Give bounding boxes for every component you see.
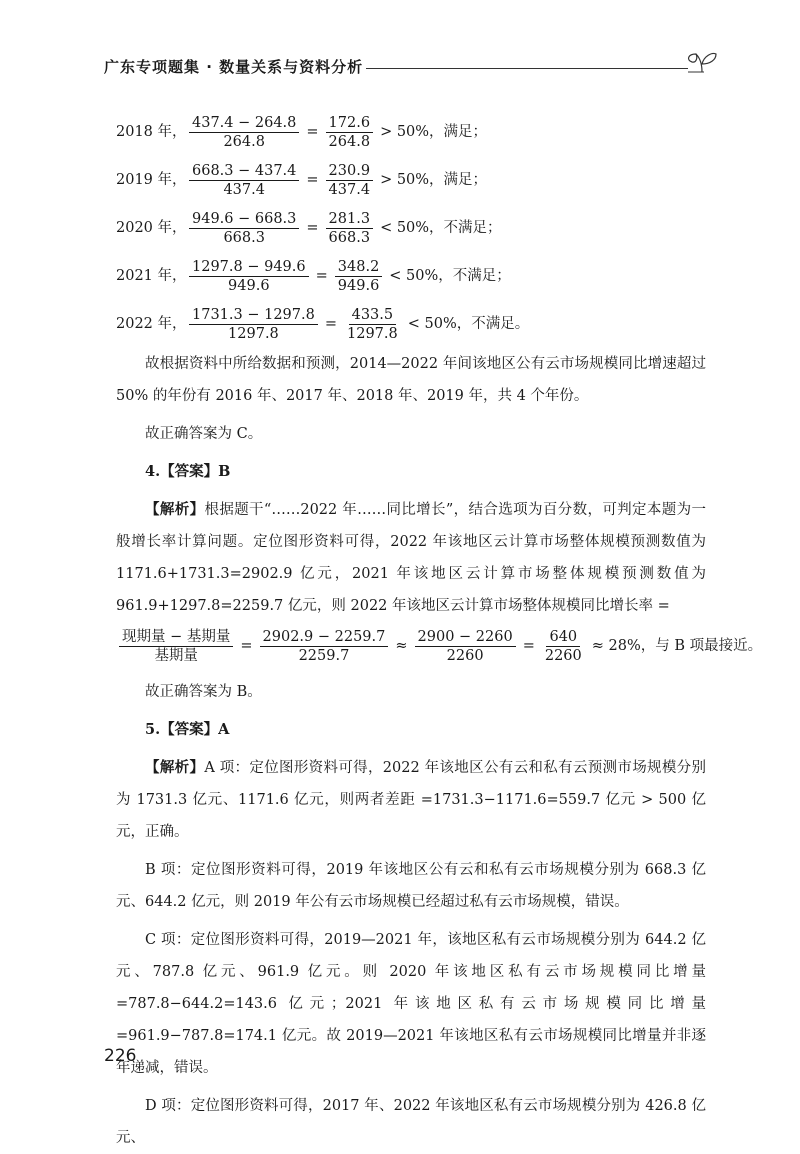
fraction: $\frac{433.5}{1297.8}$ xyxy=(347,306,398,342)
q4-growth-formula: $\frac{\text{现期量 − 基期量}}{\text{基期量}}$ = $\frac{2902.9 - 2259.7}{2259.7}$ ≈ $\frac{2900 - 2260}{2260}$ = $\frac{640}{2260}$ ≈ 28%，与 B 项最接近。 xyxy=(116,622,706,670)
fraction: $\frac{2902.9 - 2259.7}{2259.7}$ xyxy=(260,628,389,665)
header-title: 广东专项题集 · 数量关系与资料分析 xyxy=(104,58,364,76)
analysis-label: 【解析】 xyxy=(145,501,205,518)
q5-option-a: 【解析】A 项：定位图形资料可得，2022 年该地区公有云和私有云预测市场规模分别为 1731.3 亿元、1171.6 亿元，则两者差距 =1731.3−1171.6=559.7 亿元 > 500 亿元，正确。 xyxy=(116,759,707,840)
header-rule xyxy=(366,68,688,69)
q5-option-d: D 项：定位图形资料可得，2017 年、2022 年该地区私有云市场规模分别为 426.8 亿元、 xyxy=(116,1098,706,1146)
answer-line-c: 故正确答案为 C。 xyxy=(145,426,263,442)
conclusion-paragraph: 故根据资料中所给数据和预测，2014—2022 年间该地区公有云市场规模同比增速超过 50% 的年份有 2016 年、2017 年、2018 年、2019 年，共 4 个年份。 xyxy=(116,356,706,404)
equation-2022: 2022 年， $\frac{1731.3 - 1297.8}{1297.8}$ = $\frac{433.5}{1297.8}$ < 50%，不满足。 xyxy=(116,306,530,342)
q5-option-b: B 项：定位图形资料可得，2019 年该地区公有云和私有云市场规模分别为 668.3 亿元、644.2 亿元，则 2019 年公有云市场规模已经超过私有云市场规模，错误。 xyxy=(116,862,706,910)
analysis-label: 【解析】 xyxy=(145,759,205,776)
fraction: $\frac{348.2}{949.6}$ xyxy=(335,258,383,295)
running-header xyxy=(104,52,724,82)
fraction: $\frac{949.6 - 668.3}{668.3}$ xyxy=(189,210,299,247)
equation-2021: 2021 年， $\frac{1297.8 - 949.6}{949.6}$ = $\frac{348.2}{949.6}$ < 50%，不满足； xyxy=(116,258,511,294)
q4-heading: 4.【答案】B xyxy=(145,463,231,480)
equation-2020: 2020 年， $\frac{949.6 - 668.3}{668.3}$ = $\frac{281.3}{668.3}$ < 50%，不满足； xyxy=(116,210,502,246)
fraction: $\frac{2900 - 2260}{2260}$ xyxy=(415,628,516,665)
fraction: $\frac{1297.8 - 949.6}{949.6}$ xyxy=(189,258,309,295)
q5-heading: 5.【答案】A xyxy=(145,721,230,738)
page-content xyxy=(116,108,763,1154)
fraction: $\frac{230.9}{437.4}$ xyxy=(326,162,374,199)
fraction: $\frac{640}{2260}$ xyxy=(544,628,582,664)
fraction: $\frac{668.3 - 437.4}{437.4}$ xyxy=(189,162,299,199)
q4-analysis: 【解析】根据题干“……2022 年……同比增长”，结合选项为百分数，可判定本题为一般增长率计算问题。定位图形资料可得，2022 年该地区云计算市场整体规模预测数值为 1171.6+1731.3=2902.9 亿元，2021 年该地区云计算市场整体规模预测数值为 961.9+1297.8=2259.7 亿元，则 2022 年该地区云计算市场整体规模同比增长率 = xyxy=(116,501,707,614)
page-number: 226 xyxy=(104,1046,137,1066)
fraction: $\frac{172.6}{264.8}$ xyxy=(326,114,374,151)
equation-2018: 2018 年， $\frac{437.4 - 264.8}{264.8}$ = $\frac{172.6}{264.8}$ > 50%，满足； xyxy=(116,114,488,150)
fraction: $\frac{281.3}{668.3}$ xyxy=(326,210,374,247)
sprout-leaf-icon xyxy=(684,46,720,76)
q5-option-c: C 项：定位图形资料可得，2019—2021 年，该地区私有云市场规模分别为 644.2 亿元、787.8 亿元、961.9 亿元。则 2020 年该地区私有云市场规模同比增量 =787.8−644.2=143.6 亿元；2021 年该地区私有云市场规模同比增量 =961.9−787.8=174.1 亿元。故 2019—2021 年该地区私有云市场规模同比增量并非逐年递减，错误。 xyxy=(116,932,706,1076)
fraction: $\frac{1731.3 - 1297.8}{1297.8}$ xyxy=(189,306,318,343)
equation-2019: 2019 年， $\frac{668.3 - 437.4}{437.4}$ = $\frac{230.9}{437.4}$ > 50%，满足； xyxy=(116,162,488,198)
answer-line-b: 故正确答案为 B。 xyxy=(145,684,262,700)
fraction: $\frac{\text{现期量 − 基期量}}{\text{基期量}}$ xyxy=(119,628,233,665)
fraction: $\frac{437.4 - 264.8}{264.8}$ xyxy=(189,114,299,151)
